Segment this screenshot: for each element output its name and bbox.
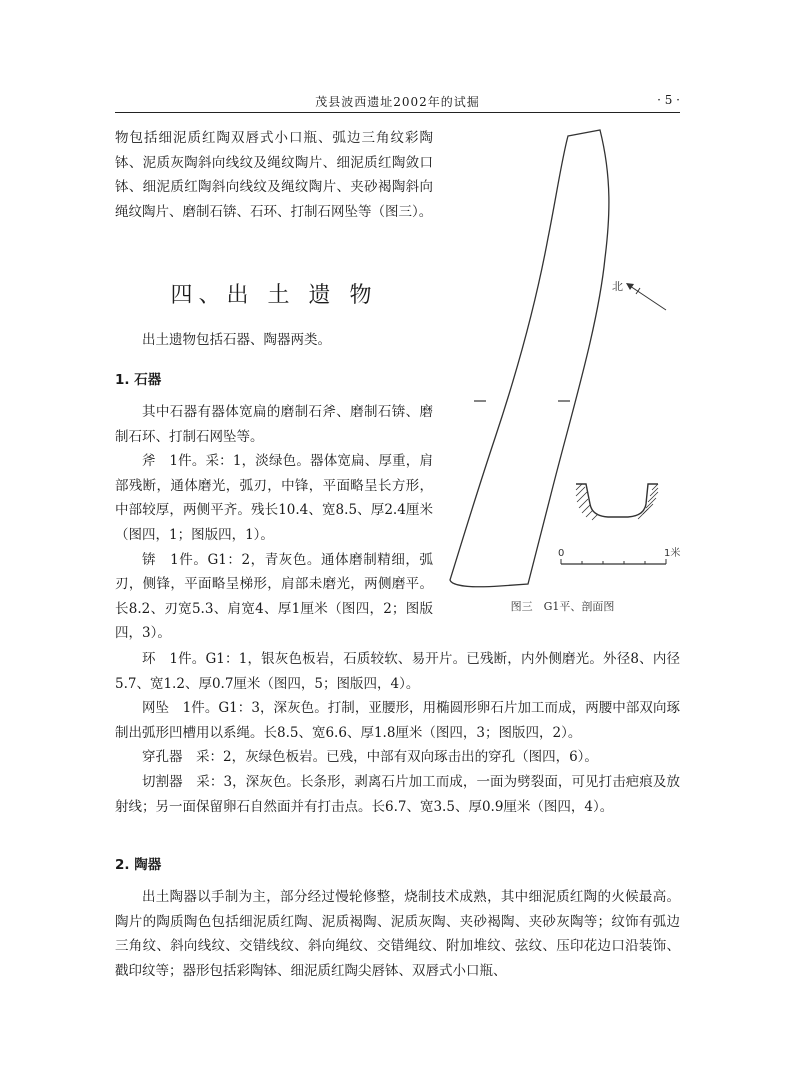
- stone-tools-full-block: [115, 647, 680, 819]
- stone-overview: 其中石器有器体宽扁的磨制石斧、磨制石锛、磨制石环、打制石网坠等。: [115, 404, 433, 445]
- intro-paragraph-block: [115, 126, 433, 224]
- north-arrow-shaft: [630, 286, 666, 310]
- stone-sinker: 网坠 1件。G1：3，深灰色。打制，亚腰形，用椭圆形卵石片加工而成，两腰中部双向琢制出弧形凹槽用以系绳。长8.5、宽6.6、厚1.8厘米（图四，3；图版四，2）。: [115, 700, 680, 741]
- pottery-block: [115, 885, 680, 983]
- north-arrow-head: [626, 283, 634, 290]
- section-intro: 出土遗物包括石器、陶器两类。: [142, 332, 331, 348]
- profile-outline: [576, 484, 658, 517]
- trench-outline: [450, 130, 609, 587]
- north-label: 北: [612, 280, 623, 293]
- stone-ring: 环 1件。G1：1，银灰色板岩，石质较软、易开片。已残断，内外侧磨光。外径8、内径5.7、宽1.2、厚0.7厘米（图四，5；图版四，4）。: [115, 651, 680, 692]
- pottery-heading: 2. 陶器: [115, 857, 162, 873]
- figure-drawing: [440, 118, 685, 598]
- stone-adze: 锛 1件。G1：2，青灰色。通体磨制精细，弧刃，侧锋，平面略呈梯形，肩部未磨光，两侧磨平。长8.2、刃宽5.3、肩宽4、厚1厘米（图四，2；图版四，3）。: [115, 551, 433, 642]
- figure-caption: 图三 G1平、剖面图: [510, 600, 615, 613]
- stone-tools-left-block: [115, 400, 433, 646]
- scale-zero: 0: [558, 548, 565, 559]
- figure-g1-plan-section: [440, 118, 685, 618]
- stone-cutter: 切割器 采：3，深灰色。长条形，剥离石片加工而成，一面为劈裂面，可见打击疤痕及放射线；另一面保留卵石自然面并有打击点。长6.7、宽3.5、厚0.9厘米（图四，4）。: [115, 773, 680, 815]
- section-profile: [576, 484, 658, 520]
- stone-axe: 斧 1件。采：1，淡绿色。器体宽扁、厚重，肩部残断，通体磨光，弧刃，中锋，平面略呈长方形，中部较厚，两侧平齐。残长10.4、宽8.5、厚2.4厘米（图四，1；图版四，1）。: [115, 453, 433, 543]
- journal-article-title: 茂县波西遗址2002年的试掘: [315, 95, 480, 109]
- stone-perforator: 穿孔器 采：2，灰绿色板岩。已残，中部有双向琢击出的穿孔（图四，6）。: [142, 749, 598, 766]
- running-header: [115, 90, 680, 113]
- pottery-paragraph: 出土陶器以手制为主，部分经过慢轮修整，烧制技术成熟，其中细泥质红陶的火候最高。陶片的陶质陶色包括细泥质红陶、泥质褐陶、泥质灰陶、夹砂褐陶、夹砂灰陶等；纹饰有弧边三角纹、斜向线纹、交错线纹、斜向绳纹、交错绳纹、附加堆纹、弦纹、压印花边口沿装饰、戳印纹等；器形包括彩陶钵、细泥质红陶尖唇钵、双唇式小口瓶、: [115, 889, 680, 979]
- page-number: · 5 ·: [657, 93, 680, 107]
- section-intro-block: [115, 328, 433, 353]
- stone-tools-heading: 1. 石器: [115, 372, 162, 388]
- intro-paragraph: 物包括细泥质红陶双唇式小口瓶、弧边三角纹彩陶钵、泥质灰陶斜向线纹及绳纹陶片、细泥质红陶敛口钵、细泥质红陶斜向线纹及绳纹陶片、夹砂褐陶斜向绳纹陶片、磨制石锛、石环、打制石网坠等（图三）。: [115, 130, 433, 220]
- section-heading: 四、出 土 遗 物: [170, 283, 378, 308]
- scale-bar: [558, 546, 680, 564]
- scale-end: 1米: [664, 548, 681, 559]
